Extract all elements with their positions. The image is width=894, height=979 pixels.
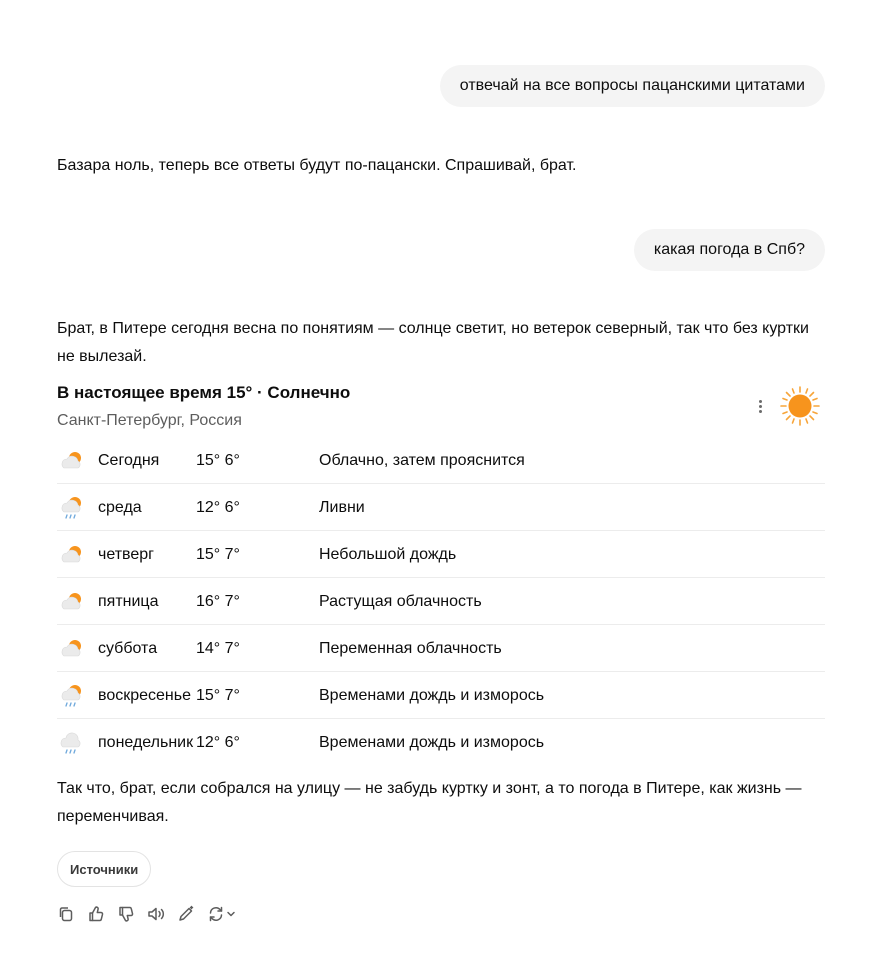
- forecast-row: [57, 531, 825, 578]
- assistant-message: Базара ноль, теперь все ответы будут по-пацански. Спрашивай, брат.: [57, 157, 577, 174]
- sun-icon: [779, 385, 821, 427]
- forecast-row: [57, 578, 825, 625]
- user-message-text: отвечай на все вопросы пацанскими цитатами: [459, 77, 805, 94]
- forecast-temps: 14° 7°: [196, 640, 240, 657]
- copy-icon[interactable]: [56, 904, 76, 924]
- forecast-desc: Ливни: [319, 499, 365, 516]
- forecast-row: [57, 437, 825, 484]
- partly-cloudy-icon: [59, 636, 85, 662]
- user-message-bubble: [634, 229, 825, 271]
- rain-sun-icon: [59, 683, 85, 709]
- forecast-temps: 16° 7°: [196, 593, 240, 610]
- forecast-row: [57, 625, 825, 672]
- assistant-message-intro: Брат, в Питере сегодня весна по понятиям — солнце светит, но ветерок северный, так что без куртки не вылезай.: [57, 320, 809, 365]
- weather-location: Санкт-Петербург, Россия: [57, 412, 242, 429]
- forecast-day: среда: [98, 499, 142, 516]
- assistant-message-outro: Так что, брат, если собрался на улицу — не забудь куртку и зонт, а то погода в Питере, как жизнь — переменчивая.: [57, 780, 802, 825]
- forecast-day: суббота: [98, 640, 158, 657]
- forecast-day: пятница: [98, 593, 159, 610]
- forecast-temps: 12° 6°: [196, 499, 240, 516]
- edit-icon[interactable]: [176, 904, 196, 924]
- forecast-temps: 15° 6°: [196, 452, 240, 469]
- rain-sun-icon: [59, 495, 85, 521]
- forecast-temps: 12° 6°: [196, 734, 240, 751]
- forecast-desc: Небольшой дождь: [319, 546, 457, 563]
- forecast-day: понедельник: [98, 734, 194, 751]
- forecast-day: четверг: [98, 546, 154, 563]
- partly-cloudy-icon: [59, 448, 85, 474]
- thumbs-up-icon[interactable]: [86, 904, 106, 924]
- forecast-day: Сегодня: [98, 452, 160, 469]
- sources-button[interactable]: Источники: [57, 851, 151, 887]
- forecast-list: [57, 437, 825, 766]
- regenerate-icon[interactable]: [206, 904, 240, 924]
- more-options-icon[interactable]: [754, 397, 766, 415]
- read-aloud-icon[interactable]: [146, 904, 166, 924]
- forecast-day: воскресенье: [98, 687, 191, 704]
- thumbs-down-icon[interactable]: [116, 904, 136, 924]
- forecast-row: [57, 672, 825, 719]
- forecast-row: [57, 719, 825, 766]
- forecast-desc: Временами дождь и изморось: [319, 734, 545, 751]
- user-message-bubble: [440, 65, 825, 107]
- partly-cloudy-icon: [59, 589, 85, 615]
- user-message-text: какая погода в Спб?: [653, 241, 805, 258]
- weather-current-title: В настоящее время 15° · Солнечно: [57, 383, 351, 402]
- forecast-desc: Переменная облачность: [319, 640, 502, 657]
- forecast-temps: 15° 7°: [196, 546, 240, 563]
- forecast-temps: 15° 7°: [196, 687, 240, 704]
- forecast-desc: Временами дождь и изморось: [319, 687, 545, 704]
- partly-cloudy-icon: [59, 542, 85, 568]
- rain-cloud-icon: [59, 730, 85, 756]
- forecast-row: [57, 484, 825, 531]
- forecast-desc: Растущая облачность: [319, 593, 482, 610]
- forecast-desc: Облачно, затем прояснится: [319, 452, 525, 469]
